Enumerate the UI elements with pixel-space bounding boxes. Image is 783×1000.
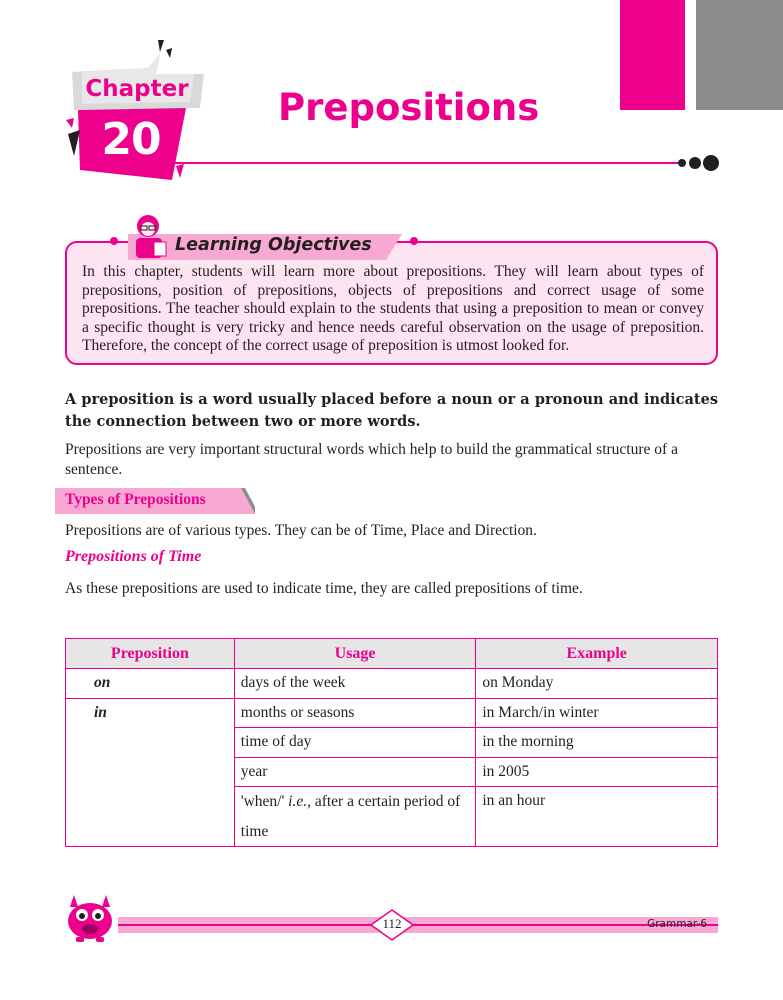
definition-text: A preposition is a word usually placed before a noun or a pronoun and indicates the connection between two or more words. <box>65 391 718 430</box>
types-paragraph: Prepositions are of various types. They can be of Time, Place and Direction. <box>65 522 537 539</box>
banner-dot-right <box>410 237 418 245</box>
chapter-badge <box>60 38 220 188</box>
corner-pink-block <box>620 0 685 110</box>
usage-suffix: after a certain period of time <box>240 793 461 840</box>
banner-dot-left <box>110 237 118 245</box>
chapter-label: Chapter <box>85 76 189 102</box>
example-cell: in the morning <box>476 728 718 758</box>
page-title: Prepositions <box>278 86 540 129</box>
monster-mascot-icon <box>62 893 118 943</box>
subheading-time: Prepositions of Time <box>65 548 202 565</box>
corner-gray-block <box>696 0 783 110</box>
title-rule <box>172 162 680 164</box>
section-heading: Types of Prepositions <box>65 491 206 508</box>
time-paragraph: As these prepositions are used to indicate time, they are called prepositions of time. <box>65 580 583 597</box>
table-header-row <box>66 639 718 669</box>
page-number: 112 <box>382 916 402 931</box>
book-label: Grammar-6 <box>647 918 707 930</box>
prepositions-table <box>65 638 718 847</box>
title-rule-dots <box>676 154 720 172</box>
example-cell: in March/in winter <box>476 698 718 728</box>
usage-cell: time of day <box>234 728 476 758</box>
chapter-badge-shape <box>60 38 220 188</box>
header-example: Example <box>476 639 718 669</box>
learning-objectives-heading: Learning Objectives <box>175 235 372 255</box>
footer-rule <box>118 924 718 926</box>
example-cell: in 2005 <box>476 757 718 787</box>
intro-paragraph: Prepositions are very important structural words which help to build the grammatical structure of a sentence. <box>65 441 678 478</box>
teacher-icon <box>128 212 172 260</box>
example-cell: in an hour <box>476 787 718 847</box>
header-usage: Usage <box>234 639 476 669</box>
usage-cell: months or seasons <box>234 698 476 728</box>
preposition-cell: in <box>66 698 235 847</box>
usage-italic: i.e., <box>288 793 311 810</box>
header-preposition: Preposition <box>66 639 235 669</box>
table-row <box>66 698 718 728</box>
example-cell: on Monday <box>476 669 718 699</box>
preposition-cell: on <box>66 669 235 699</box>
learning-objectives-text: In this chapter, students will learn more about prepositions. They will learn about types of prepositions, position of prepositions, objects of prepositions and correct usage of some prepositions. The teacher should explain to the students that using a preposition to mean or convey a specific thought is very tricky and hence needs careful observation on the usage of preposition. Therefore, the concept of the correct usage of preposition is utmost looked for. <box>82 263 704 355</box>
table-row <box>66 669 718 699</box>
usage-cell: days of the week <box>234 669 476 699</box>
chapter-number: 20 <box>101 114 161 165</box>
usage-cell: year <box>234 757 476 787</box>
usage-prefix: 'when/' <box>240 793 289 810</box>
usage-cell <box>234 787 476 847</box>
